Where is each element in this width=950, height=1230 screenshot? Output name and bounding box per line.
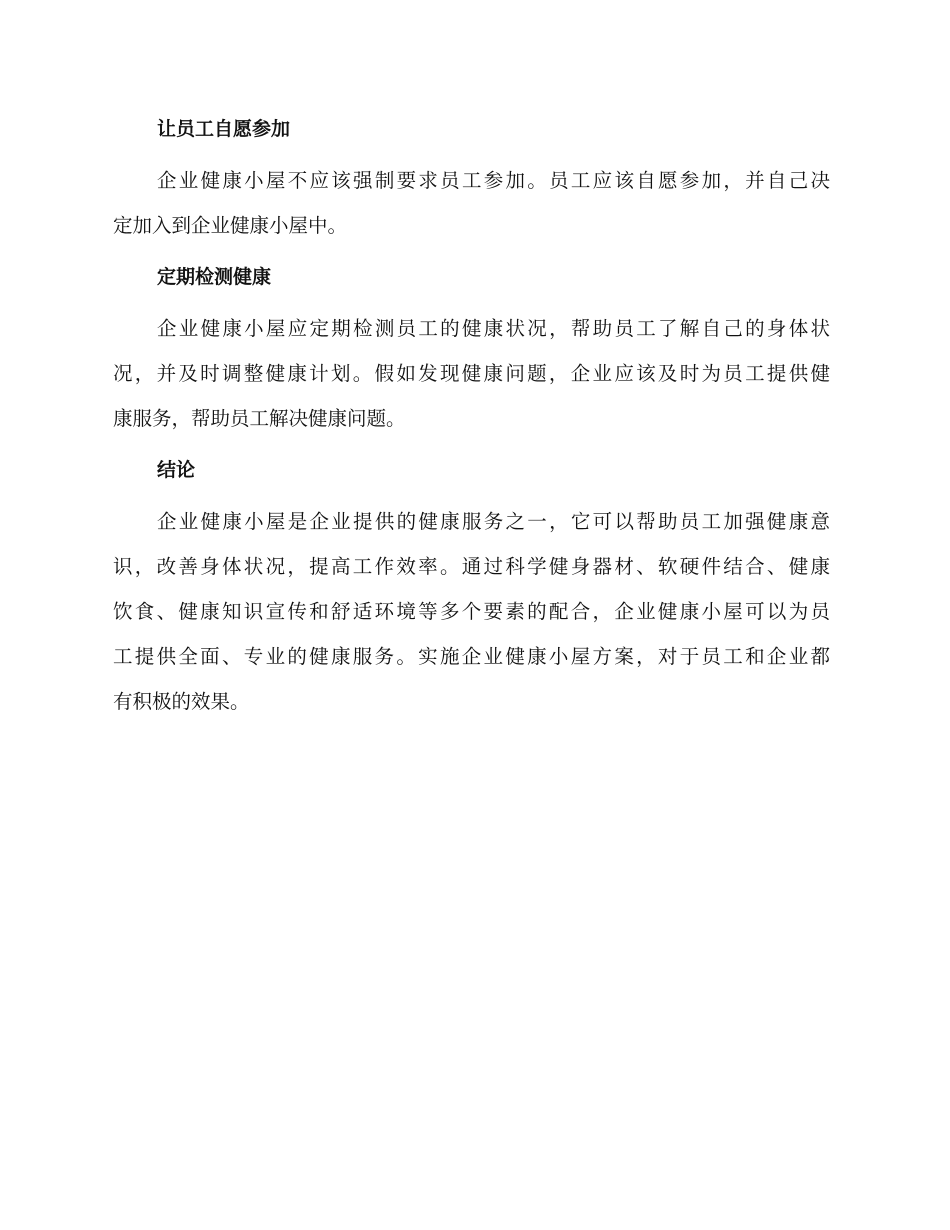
paragraph-line: 企业健康小屋是企业提供的健康服务之一，它可以帮助员工加强健康意 xyxy=(157,510,830,533)
paragraph-line: 定加入到企业健康小屋中。 xyxy=(113,214,348,237)
document-page xyxy=(113,112,830,736)
paragraph-line: 饮食、健康知识宣传和舒适环境等多个要素的配合，企业健康小屋可以为员 xyxy=(113,600,830,623)
paragraph-line: 企业健康小屋不应该强制要求员工参加。员工应该自愿参加，并自己决 xyxy=(157,169,830,192)
paragraph-line: 有积极的效果。 xyxy=(113,690,250,713)
section-heading-health-check: 定期检测健康 xyxy=(157,266,272,288)
paragraph-conclusion xyxy=(113,499,830,724)
section-heading-voluntary: 让员工自愿参加 xyxy=(157,118,291,140)
section-heading-conclusion: 结论 xyxy=(157,459,196,481)
paragraph-line: 况，并及时调整健康计划。假如发现健康问题，企业应该及时为员工提供健 xyxy=(113,362,830,385)
paragraph-voluntary xyxy=(113,158,830,248)
paragraph-health-check xyxy=(113,306,830,441)
paragraph-line: 企业健康小屋应定期检测员工的健康状况，帮助员工了解自己的身体状 xyxy=(157,317,830,340)
paragraph-line: 识，改善身体状况，提高工作效率。通过科学健身器材、软硬件结合、健康 xyxy=(113,555,830,578)
paragraph-line: 康服务，帮助员工解决健康问题。 xyxy=(113,407,406,430)
paragraph-line: 工提供全面、专业的健康服务。实施企业健康小屋方案，对于员工和企业都 xyxy=(113,645,830,668)
